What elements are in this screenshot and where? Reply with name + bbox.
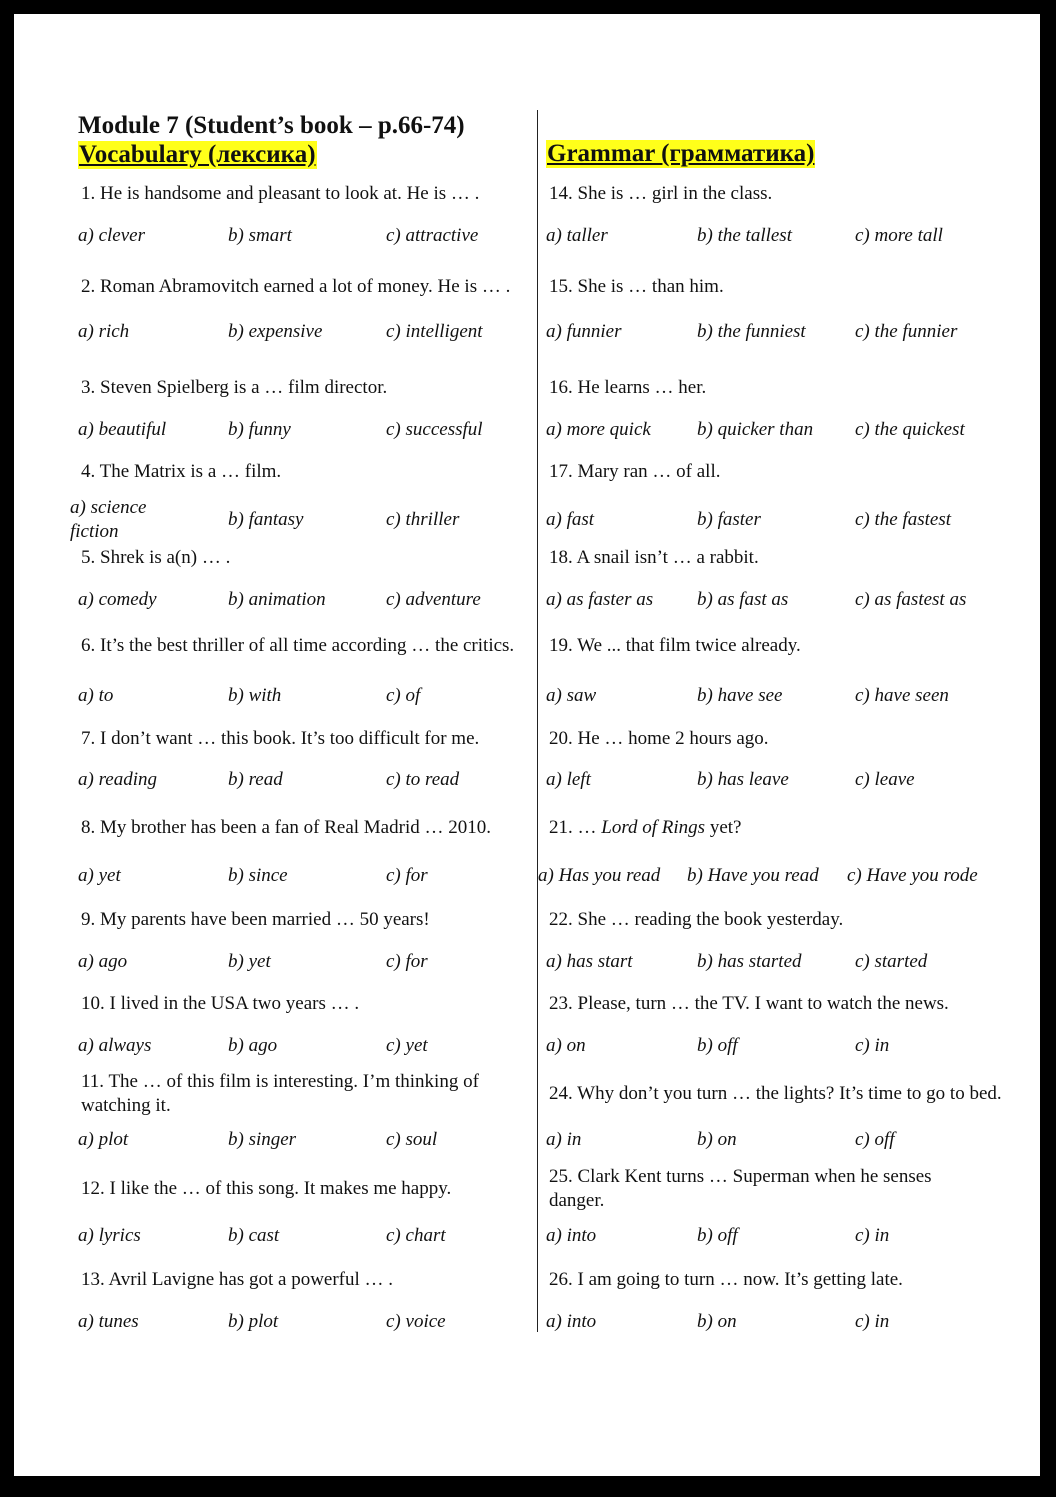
option-a[interactable]: a) comedy [78, 589, 157, 610]
option-b[interactable]: b) the tallest [697, 225, 792, 246]
option-c[interactable]: c) in [855, 1225, 890, 1246]
option-a[interactable]: a) left [546, 769, 591, 790]
option-b[interactable]: b) with [228, 685, 282, 706]
question-17-text: 17. Mary ran … of all. [549, 461, 721, 482]
option-b[interactable]: b) off [697, 1225, 738, 1246]
question-2-options [78, 320, 528, 344]
question-21-text [546, 802, 1016, 854]
question-3-text: 3. Steven Spielberg is a … film director. [81, 377, 388, 398]
option-c[interactable]: c) as fastest as [855, 589, 967, 610]
column-divider [537, 110, 538, 1332]
option-a[interactable]: a) more quick [546, 419, 651, 440]
question-7-text: 7. I don’t want … this book. It’s too difficult for me. [81, 728, 480, 749]
option-a[interactable]: a) has start [546, 951, 633, 972]
option-b[interactable]: b) off [697, 1035, 738, 1056]
question-1-options [78, 224, 528, 248]
option-b[interactable]: b) fantasy [228, 509, 304, 530]
question-9-text: 9. My parents have been married … 50 years! [81, 909, 430, 930]
option-a[interactable]: a) reading [78, 769, 157, 790]
question-4-options [70, 496, 528, 546]
option-b[interactable]: b) funny [228, 419, 291, 440]
question-10-options [78, 1034, 528, 1058]
question-21-title: Lord of Rings [601, 817, 706, 838]
option-b[interactable]: b) as fast as [697, 589, 789, 610]
option-a[interactable]: a) into [546, 1311, 597, 1332]
option-b[interactable]: b) Have you read [687, 865, 819, 886]
option-c[interactable]: c) for [386, 865, 428, 886]
option-c[interactable]: c) Have you rode [847, 865, 978, 886]
question-16-options [546, 418, 1016, 442]
question-8-text: 8. My brother has been a fan of Real Madrid … 2010. [81, 817, 491, 838]
option-a[interactable]: a) rich [78, 321, 130, 342]
option-c[interactable]: c) intelligent [386, 321, 483, 342]
option-c[interactable]: c) voice [386, 1311, 446, 1332]
option-c[interactable]: c) thriller [386, 509, 460, 530]
vocabulary-heading: Vocabulary (лексика) [79, 141, 316, 168]
option-c[interactable]: c) soul [386, 1129, 438, 1150]
option-a[interactable]: a) into [546, 1225, 597, 1246]
question-24-options [546, 1128, 1016, 1152]
question-19-text: 19. We ... that film twice already. [549, 635, 801, 656]
option-a[interactable]: a) funnier [546, 321, 622, 342]
option-c[interactable]: c) off [855, 1129, 895, 1150]
option-a[interactable]: a) ago [78, 951, 128, 972]
option-b[interactable]: b) expensive [228, 321, 323, 342]
option-a[interactable]: a) in [546, 1129, 582, 1150]
option-a[interactable]: a) tunes [78, 1311, 139, 1332]
question-12-options [78, 1224, 528, 1248]
question-22-text: 22. She … reading the book yesterday. [549, 909, 844, 930]
question-19-options [546, 684, 1016, 708]
option-b[interactable]: b) since [228, 865, 288, 886]
option-a[interactable]: a) yet [78, 865, 121, 886]
question-18-text: 18. A snail isn’t … a rabbit. [549, 547, 759, 568]
option-c[interactable]: c) to read [386, 769, 460, 790]
option-a[interactable]: a) as faster as [546, 589, 654, 610]
option-a[interactable]: a) beautiful [78, 419, 167, 440]
option-b[interactable]: b) on [697, 1311, 737, 1332]
question-7-options [78, 768, 528, 792]
question-1-text: 1. He is handsome and pleasant to look at. He is … . [81, 183, 480, 204]
option-b[interactable]: b) has started [697, 951, 802, 972]
option-a[interactable]: a) saw [546, 685, 597, 706]
question-26-text: 26. I am going to turn … now. It’s getting late. [549, 1269, 903, 1290]
option-b[interactable]: b) read [228, 769, 283, 790]
option-b[interactable]: b) cast [228, 1225, 280, 1246]
question-13-text: 13. Avril Lavigne has got a powerful … . [81, 1269, 394, 1290]
option-b[interactable]: b) on [697, 1129, 737, 1150]
option-a[interactable]: a) fast [546, 509, 595, 530]
option-b[interactable]: b) yet [228, 951, 271, 972]
option-b[interactable]: b) animation [228, 589, 326, 610]
option-b[interactable]: b) the funniest [697, 321, 806, 342]
question-14-options [546, 224, 1016, 248]
question-23-options [546, 1034, 1016, 1058]
option-b[interactable]: b) have see [697, 685, 783, 706]
question-2-text: 2. Roman Abramovitch earned a lot of money. He is … . [81, 276, 511, 297]
question-11-text: 11. The … of this film is interesting. I’m thinking of watching it. [81, 1071, 479, 1116]
question-16-text: 16. He learns … her. [549, 377, 707, 398]
question-3-options [78, 418, 528, 442]
option-a[interactable]: a) on [546, 1035, 586, 1056]
option-c[interactable]: c) attractive [386, 225, 479, 246]
question-21-prefix: 21. … [549, 817, 602, 838]
option-c[interactable]: c) adventure [386, 589, 481, 610]
option-c[interactable]: c) chart [386, 1225, 446, 1246]
option-b[interactable]: b) faster [697, 509, 761, 530]
question-26-options [546, 1310, 1016, 1334]
worksheet-page [14, 14, 1040, 1476]
question-11-options [78, 1128, 528, 1152]
question-23-text: 23. Please, turn … the TV. I want to watch the news. [549, 993, 949, 1014]
option-c[interactable]: c) of [386, 685, 421, 706]
question-21-suffix: yet? [705, 817, 742, 838]
option-a[interactable]: a) always [78, 1035, 152, 1056]
option-c[interactable]: c) more tall [855, 225, 943, 246]
option-b[interactable]: b) plot [228, 1311, 279, 1332]
page-title: Module 7 (Student’s book – p.66-74) [78, 112, 465, 139]
question-20-options [546, 768, 1016, 792]
option-b[interactable]: b) singer [228, 1129, 297, 1150]
option-c[interactable]: c) in [855, 1311, 890, 1332]
question-6-options [78, 684, 528, 708]
question-14-text: 14. She is … girl in the class. [549, 183, 773, 204]
option-c[interactable]: c) leave [855, 769, 915, 790]
option-a[interactable]: a) clever [78, 225, 145, 246]
question-5-options [78, 588, 528, 612]
option-b[interactable]: b) ago [228, 1035, 278, 1056]
question-25-text: 25. Clark Kent turns … Superman when he senses danger. [549, 1166, 932, 1211]
option-a[interactable]: a) plot [78, 1129, 129, 1150]
question-13-options [78, 1310, 528, 1334]
question-9-options [78, 950, 528, 974]
option-c[interactable]: c) in [855, 1035, 890, 1056]
question-8-options [78, 864, 528, 888]
option-a[interactable]: a) to [78, 685, 114, 706]
question-5-text: 5. Shrek is a(n) … . [81, 547, 231, 568]
option-c[interactable]: c) the funnier [855, 321, 958, 342]
option-c[interactable]: c) for [386, 951, 428, 972]
question-4-text: 4. The Matrix is a … film. [81, 461, 282, 482]
option-b[interactable]: b) quicker than [697, 419, 814, 440]
question-21-options [538, 864, 1016, 888]
option-a[interactable]: a) Has you read [538, 865, 661, 886]
question-22-options [546, 950, 1016, 974]
option-c[interactable]: c) the quickest [855, 419, 965, 440]
grammar-heading: Grammar (грамматика) [547, 140, 815, 167]
question-15-text: 15. She is … than him. [549, 276, 724, 297]
question-10-text: 10. I lived in the USA two years … . [81, 993, 360, 1014]
option-c[interactable]: c) yet [386, 1035, 428, 1056]
question-18-options [546, 588, 1016, 612]
question-17-options [546, 508, 1016, 532]
option-c[interactable]: c) successful [386, 419, 483, 440]
question-6-text: 6. It’s the best thriller of all time according … the critics. [81, 635, 515, 656]
option-a[interactable]: a) science fiction [70, 497, 147, 542]
question-12-text: 12. I like the … of this song. It makes me happy. [81, 1178, 452, 1199]
option-c[interactable]: c) the fastest [855, 509, 952, 530]
question-15-options [546, 320, 1016, 344]
option-c[interactable]: c) have seen [855, 685, 949, 706]
option-b[interactable]: b) smart [228, 225, 292, 246]
question-24-text: 24. Why don’t you turn … the lights? It’s time to go to bed. [549, 1083, 1002, 1104]
option-b[interactable]: b) has leave [697, 769, 789, 790]
option-a[interactable]: a) lyrics [78, 1225, 141, 1246]
option-c[interactable]: c) started [855, 951, 928, 972]
option-a[interactable]: a) taller [546, 225, 608, 246]
question-20-text: 20. He … home 2 hours ago. [549, 728, 769, 749]
question-25-options [546, 1224, 1016, 1248]
